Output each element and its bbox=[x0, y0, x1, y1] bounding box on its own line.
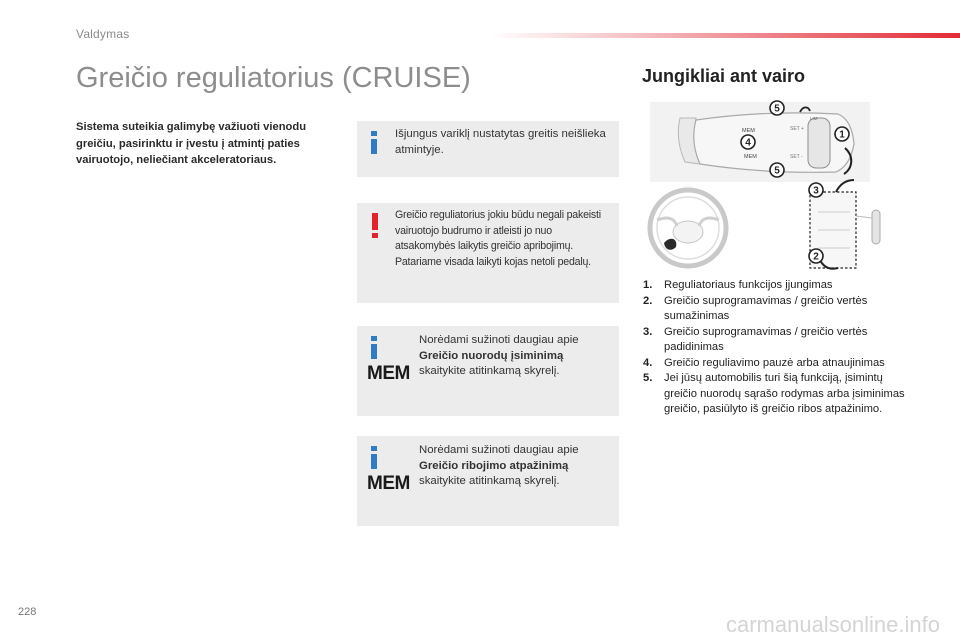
controls-title: Jungikliai ant vairo bbox=[642, 66, 806, 86]
info-icon bbox=[369, 446, 379, 470]
info-note-text: Išjungus variklį nustatytas greitis neišlieka atmintyje. bbox=[395, 128, 606, 156]
mem-label-bottom: MEM bbox=[744, 154, 757, 160]
info-note-engine-off bbox=[357, 121, 619, 177]
lim-label: LIM bbox=[810, 116, 818, 121]
mem-note-reference: skaitykite atitinkamą skyrelį. bbox=[419, 475, 560, 487]
svg-text:4: 4 bbox=[745, 137, 751, 149]
legend-text: Greičio suprogramavimas / greičio vertės padidinimas bbox=[664, 325, 868, 353]
legend-number: 5. bbox=[643, 372, 653, 384]
legend-item bbox=[643, 294, 918, 325]
legend-number: 2. bbox=[643, 294, 653, 307]
mem-badge: MEM bbox=[367, 363, 410, 384]
svg-text:3: 3 bbox=[813, 185, 819, 197]
warning-icon bbox=[371, 213, 379, 243]
svg-text:1: 1 bbox=[839, 129, 845, 141]
mem-note-topic: Greičio ribojimo atpažinimą bbox=[419, 459, 569, 472]
legend-text: Jei jūsų automobilis turi šią funkciją, įsimintų greičio nuorodų sąrašo rodymas arba įsiminimas greičio, pasiūlyto iš greičio ribos atpažinimo. bbox=[664, 372, 905, 415]
svg-text:5: 5 bbox=[774, 165, 780, 177]
svg-text:2: 2 bbox=[813, 251, 819, 263]
callout-5-bottom bbox=[770, 163, 784, 177]
legend-item bbox=[643, 356, 918, 372]
callout-1 bbox=[835, 127, 849, 141]
legend-number: 1. bbox=[643, 279, 653, 291]
info-icon bbox=[369, 131, 379, 155]
steering-wheel-controls-illustration bbox=[640, 100, 910, 270]
mem-note-reference: skaitykite atitinkamą skyrelį. bbox=[419, 365, 560, 377]
callout-3 bbox=[809, 183, 823, 197]
callout-4 bbox=[741, 135, 755, 149]
info-icon bbox=[369, 336, 379, 360]
controls-legend bbox=[643, 278, 918, 418]
warning-note bbox=[357, 203, 619, 303]
legend-item bbox=[643, 371, 918, 418]
set-minus-label: SET - bbox=[790, 154, 803, 160]
callout-5-top bbox=[770, 101, 784, 115]
mem-badge: MEM bbox=[367, 473, 410, 494]
mem-note-speed-limit-recognition bbox=[357, 436, 619, 526]
cruise-stalk-highlight bbox=[664, 239, 676, 250]
legend-text: Greičio reguliavimo pauzė arba atnaujinimas bbox=[664, 356, 885, 369]
mem-note-intro: Norėdami sužinoti daugiau apie bbox=[419, 444, 579, 456]
legend-number: 4. bbox=[643, 356, 653, 369]
set-plus-label: SET + bbox=[790, 126, 804, 132]
intro-text: Sistema suteikia galimybę važiuoti vienodu greičiu, pasirinktu ir įvestu į atmintį paties vairuotojo, neliečiant akceleratoriaus. bbox=[76, 121, 307, 166]
legend-number: 3. bbox=[643, 325, 653, 338]
page-number: 228 bbox=[18, 606, 37, 618]
legend-item bbox=[643, 325, 918, 356]
header-accent-bar bbox=[490, 33, 960, 38]
warning-note-text: Greičio reguliatorius jokiu būdu negali pakeisti vairuotojo budrumo ir atleisti jo nuo atsakomybės laikytis greičio apribojimų. Patariame visada laikyti kojas netoli pedalų. bbox=[395, 209, 601, 268]
speed-limit-wheel bbox=[808, 118, 830, 168]
section-label: Valdymas bbox=[76, 27, 130, 41]
legend-text: Reguliatoriaus funkcijos įjungimas bbox=[664, 279, 833, 291]
svg-text:5: 5 bbox=[774, 103, 780, 115]
page-title: Greičio reguliatorius (CRUISE) bbox=[76, 62, 471, 94]
watermark: carmanualsonline.info bbox=[725, 612, 940, 637]
callout-2 bbox=[809, 249, 823, 263]
mem-label-top: MEM bbox=[742, 128, 755, 134]
legend-text: Greičio suprogramavimas / greičio vertės sumažinimas bbox=[664, 294, 868, 322]
mem-note-topic: Greičio nuorodų įsiminimą bbox=[419, 349, 564, 362]
mem-note-intro: Norėdami sužinoti daugiau apie bbox=[419, 334, 579, 346]
legend-item bbox=[643, 278, 918, 294]
mem-note-speed-memorisation bbox=[357, 326, 619, 416]
steering-wheel bbox=[650, 190, 726, 266]
